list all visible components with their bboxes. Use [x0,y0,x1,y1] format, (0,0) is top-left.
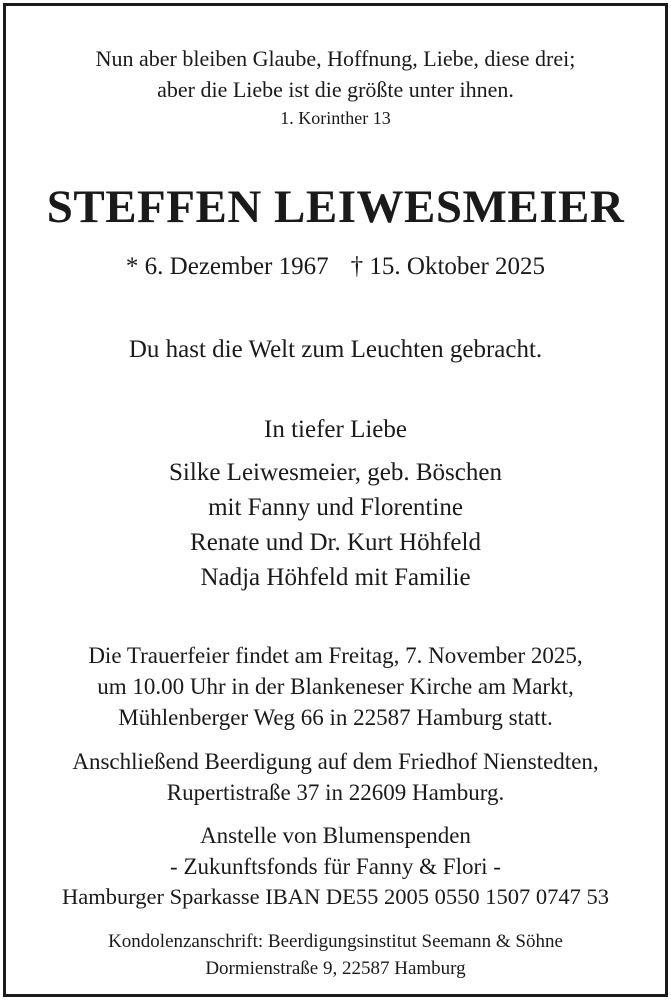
burial-info-line: Anschließend Beerdigung auf dem Friedhof Nienstedten, [72,749,599,774]
bible-verse-reference: 1. Korinther 13 [280,108,391,128]
bible-verse-line-1: Nun aber bleiben Glaube, Hoffnung, Liebe, diese drei; [95,46,576,71]
ceremony-info-line: um 10.00 Uhr in der Blankeneser Kirche am Markt, [97,674,574,699]
condolence-address-line: Kondolenzanschrift: Beerdigungsinstitut Seemann & Söhne [108,931,563,952]
burial-info-line: Rupertistraße 37 in 22609 Hamburg. [166,780,505,805]
mourner-name: mit Fanny und Florentine [208,494,463,521]
mourner-name: Renate und Dr. Kurt Höhfeld [190,529,481,556]
birth-date: * 6. Dezember 1967 [125,253,329,280]
deceased-name: STEFFEN LEIWESMEIER [46,181,625,233]
condolence-address-line: Dormienstraße 9, 22587 Hamburg [205,958,466,979]
death-date: † 15. Oktober 2025 [350,253,546,280]
donation-info-line: - Zukunftsfonds für Fanny & Flori - [170,854,501,879]
memorial-motto: Du hast die Welt zum Leuchten gebracht. [128,336,543,363]
life-dates [0,254,671,279]
mourners-intro: In tiefer Liebe [264,416,407,443]
bible-verse-line-2: aber die Liebe ist die größte unter ihnen. [157,77,514,102]
donation-info-line: Anstelle von Blumenspenden [200,823,471,848]
mourner-name: Silke Leiwesmeier, geb. Böschen [169,459,502,486]
ceremony-info-line: Die Trauerfeier findet am Freitag, 7. November 2025, [88,643,583,668]
ceremony-info-line: Mühlenberger Weg 66 in 22587 Hamburg statt. [118,705,553,730]
mourner-name: Nadja Höhfeld mit Familie [200,564,471,591]
donation-bank-details: Hamburger Sparkasse IBAN DE55 2005 0550 1507 0747 53 [61,884,610,909]
